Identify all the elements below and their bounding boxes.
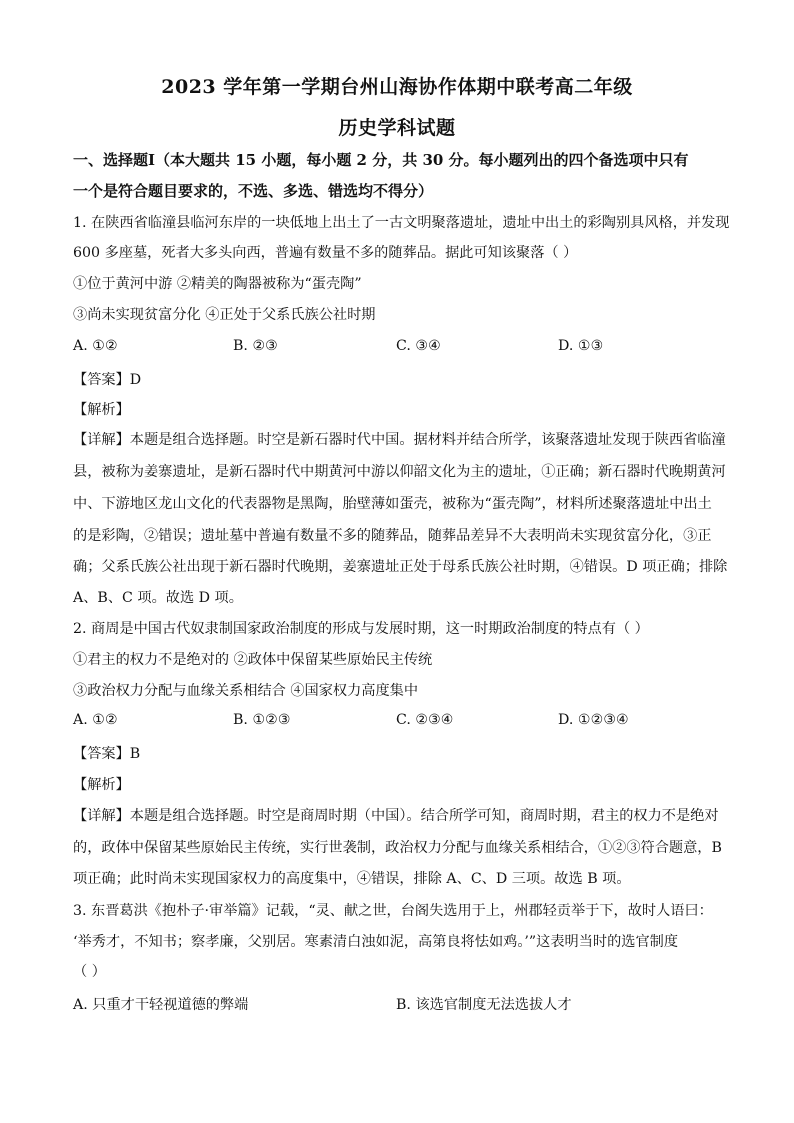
q1-detail-line-4: 的是彩陶，②错误；遗址墓中普遍有数量不多的随葬品，随葬品差异不大表明尚未实现贫富分化，③正 <box>73 528 712 544</box>
q3-option-b: B. 该选官制度无法选拔人才 <box>396 997 572 1013</box>
q2-analysis-label: 【解析】 <box>73 777 130 793</box>
q2-stem: 2. 商周是中国古代奴隶制国家政治制度的形成与发展时期，这一时期政治制度的特点有（ ） <box>73 621 649 637</box>
q1-stem-line-2: 600 多座墓，死者大多头向西，普遍有数量不多的随葬品。据此可知该聚落（ ） <box>73 245 578 261</box>
q1-detail-line-5: 确；父系氏族公社出现于新石器时代晚期，姜寨遗址正处于母系氏族公社时期，④错误。D 项正确；排除 <box>73 559 728 575</box>
q1-option-c: C. ③④ <box>396 338 441 354</box>
q1-detail-line-2: 县，被称为姜寨遗址，是新石器时代中期黄河中游以仰韶文化为主的遗址，①正确；新石器时代晚期黄河 <box>73 464 726 480</box>
q2-answer: 【答案】B <box>73 746 141 762</box>
q2-detail-line-3: 项正确；此时尚未实现国家权力的高度集中，④错误，排除 A、C、D 三项。故选 B 项。 <box>73 871 631 887</box>
q1-statements-2: ③尚未实现贫富分化 ④正处于父系氏族公社时期 <box>73 307 376 323</box>
section-heading-line-1: 一、选择题Ⅰ（本大题共 15 小题，每小题 2 分，共 30 分。每小题列出的四个备选项中只有 <box>73 151 689 169</box>
q2-option-b: B. ①②③ <box>233 712 291 728</box>
q1-option-b: B. ②③ <box>233 338 278 354</box>
q1-detail-line-6: A、B、C 项。故选 D 项。 <box>73 590 243 606</box>
q1-option-d: D. ①③ <box>558 338 604 354</box>
q2-statements-1: ①君主的权力不是绝对的 ②政体中保留某些原始民主传统 <box>73 652 433 668</box>
q1-analysis-label: 【解析】 <box>73 402 130 418</box>
q1-detail-line-1: 【详解】本题是组合选择题。时空是新石器时代中国。据材料并结合所学，该聚落遗址发现于陕西省临潼 <box>73 432 726 448</box>
q1-option-a: A. ①② <box>73 338 118 354</box>
q3-option-a: A. 只重才干轻视道德的弊端 <box>73 997 249 1013</box>
q2-option-c: C. ②③④ <box>396 712 454 728</box>
q1-answer: 【答案】D <box>73 372 142 388</box>
q3-stem-line-2: ‘举秀才，不知书；察孝廉，父别居。寒素清白浊如泥，高第良将怯如鸡。’”这表明当时的选官制度 <box>73 934 679 950</box>
q3-stem-line-1: 3. 东晋葛洪《抱朴子·审举篇》记载，“灵、献之世，台阁失选用于上，州郡轻贡举于下，故时人语曰： <box>73 903 713 919</box>
q2-detail-line-1: 【详解】本题是组合选择题。时空是商周时期（中国）。结合所学可知，商周时期，君主的权力不是绝对 <box>73 808 719 824</box>
exam-title: 2023 学年第一学期台州山海协作体期中联考高二年级 <box>161 76 633 98</box>
exam-subtitle: 历史学科试题 <box>338 117 456 139</box>
q2-option-a: A. ①② <box>73 712 118 728</box>
q3-stem-line-3: （ ） <box>73 964 106 980</box>
q2-statements-2: ③政治权力分配与血缘关系相结合 ④国家权力高度集中 <box>73 683 419 699</box>
q2-option-d: D. ①②③④ <box>558 712 629 728</box>
section-heading-line-2: 一个是符合题目要求的，不选、多选、错选均不得分） <box>73 182 434 200</box>
q2-detail-line-2: 的，政体中保留某些原始民主传统，实行世袭制，政治权力分配与血缘关系相结合，①②③符合题意，B <box>73 840 722 856</box>
q1-detail-line-3: 中、下游地区龙山文化的代表器物是黑陶，胎壁薄如蛋壳，被称为“蛋壳陶”，材料所述聚落遗址中出土 <box>73 496 712 512</box>
q1-statements-1: ①位于黄河中游 ②精美的陶器被称为“蛋壳陶” <box>73 276 362 292</box>
q1-stem-line-1: 1. 在陕西省临潼县临河东岸的一块低地上出土了一古文明聚落遗址，遗址中出土的彩陶别具风格，并发现 <box>73 215 730 231</box>
